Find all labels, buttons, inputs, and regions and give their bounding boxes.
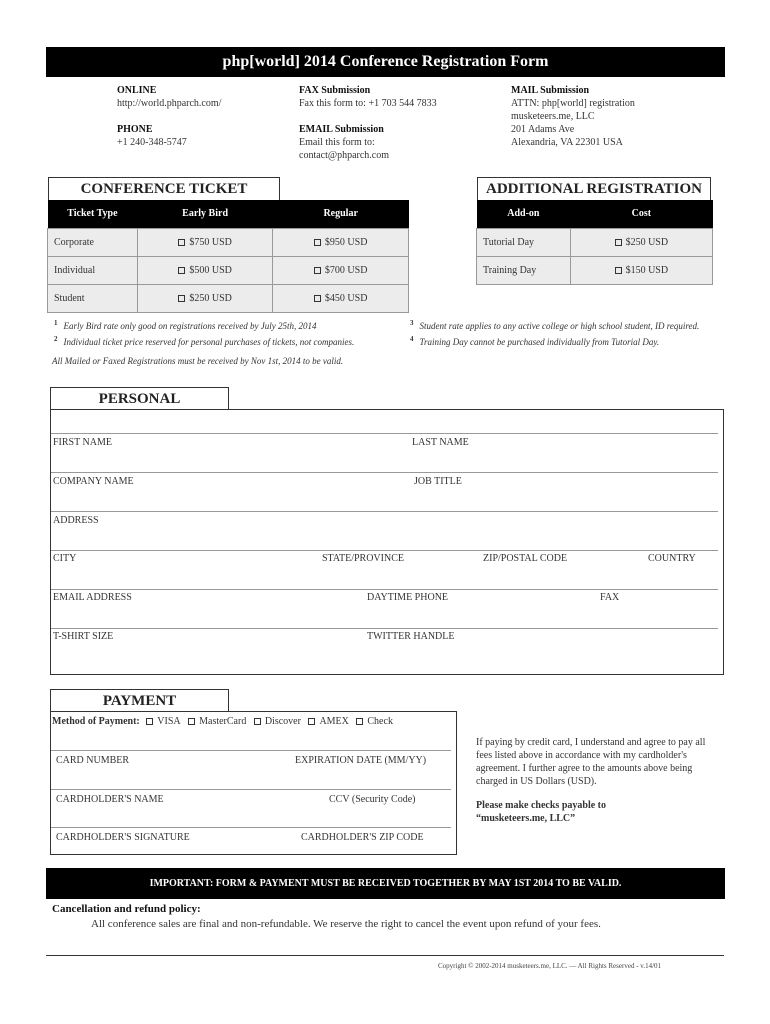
addon-option[interactable]	[570, 228, 712, 256]
form-title: php[world] 2014 Conference Registration Form	[46, 47, 725, 77]
conference-ticket-tab: CONFERENCE TICKET	[48, 177, 280, 200]
checkbox-icon[interactable]	[178, 295, 185, 302]
addon-name: Training Day	[477, 256, 571, 284]
ticket-table	[47, 200, 409, 313]
addon-header-name: Add-on	[477, 200, 571, 228]
phone-heading: PHONE	[117, 124, 153, 135]
mail-heading: MAIL Submission	[511, 85, 590, 96]
addon-header-row	[477, 200, 713, 228]
ticket-option[interactable]	[137, 228, 273, 256]
checkbox-icon[interactable]	[308, 718, 315, 725]
note-3: $^3$ Student rate applies to any active college or high school student, ID required.	[410, 319, 700, 331]
copyright-text: Copyright © 2002-2014 musketeers.me, LLC. — All Rights Reserved - v.14/01	[438, 962, 662, 970]
city-field[interactable]: CITY	[53, 553, 77, 564]
expiration-date-field[interactable]: EXPIRATION DATE (MM/YY)	[295, 755, 427, 766]
card-number-field[interactable]: CARD NUMBER	[56, 755, 130, 766]
contact-fax	[299, 84, 437, 110]
refund-policy-text: All conference sales are final and non-refundable. We reserve the right to cancel the event upon refund of your fees.	[91, 918, 601, 930]
mail-line-2: musketeers.me, LLC	[511, 111, 595, 122]
addon-header-cost: Cost	[570, 200, 712, 228]
contact-email	[299, 123, 389, 162]
tshirt-size-field[interactable]: T-SHIRT SIZE	[53, 631, 114, 642]
method-amex[interactable]: AMEX	[308, 716, 348, 727]
price: $750 USD	[189, 236, 232, 248]
email-address[interactable]: contact@phparch.com	[299, 150, 390, 161]
price: $700 USD	[324, 264, 368, 276]
email-field[interactable]: EMAIL ADDRESS	[53, 592, 132, 603]
ticket-header-type: Ticket Type	[48, 200, 138, 228]
ticket-option[interactable]	[137, 284, 273, 312]
checkbox-icon[interactable]	[178, 267, 185, 274]
company-name-field[interactable]: COMPANY NAME	[53, 476, 134, 487]
checkbox-icon[interactable]	[178, 239, 185, 246]
addon-notes	[410, 317, 730, 349]
method-discover[interactable]: Discover	[254, 716, 301, 727]
note-4: $^4$ Training Day cannot be purchased individually from Tutorial Day.	[410, 335, 660, 347]
mail-line-3: 201 Adams Ave	[511, 124, 575, 135]
contact-online	[117, 84, 221, 110]
table-row	[48, 256, 409, 284]
checkbox-icon[interactable]	[314, 295, 321, 302]
contact-phone	[117, 123, 187, 149]
refund-policy-heading: Cancellation and refund policy:	[52, 903, 201, 915]
note-1: $^1$ Early Bird rate only good on registrations received by July 25th, 2014	[54, 319, 317, 331]
cardholder-name-field[interactable]: CARDHOLDER'S NAME	[56, 794, 164, 805]
fax-heading: FAX Submission	[299, 85, 371, 96]
first-name-field[interactable]: FIRST NAME	[53, 437, 112, 448]
checkbox-icon[interactable]	[146, 718, 153, 725]
method-mastercard[interactable]: MasterCard	[188, 716, 246, 727]
job-title-field[interactable]: JOB TITLE	[414, 476, 462, 487]
checkbox-icon[interactable]	[188, 718, 195, 725]
ccv-field[interactable]: CCV (Security Code)	[329, 794, 416, 805]
cardholder-signature-field[interactable]: CARDHOLDER'S SIGNATURE	[56, 832, 190, 843]
price: $250 USD	[625, 236, 669, 248]
method-label: Method of Payment:	[52, 716, 140, 727]
ticket-option[interactable]	[273, 284, 409, 312]
checkbox-icon[interactable]	[254, 718, 261, 725]
cardholder-zip-field[interactable]: CARDHOLDER'S ZIP CODE	[301, 832, 424, 843]
table-row	[477, 228, 713, 256]
card-agreement-text: If paying by credit card, I understand and agree to pay all fees listed above in accordance with my cardholder's agreement. I further agree to the amounts above being charged in US Dollars (USD).	[476, 737, 706, 787]
mail-line-1: ATTN: php[world] registration	[511, 98, 635, 109]
ticket-option[interactable]	[273, 256, 409, 284]
checks-payable-text: Please make checks payable to “musketeers.me, LLC”	[476, 800, 606, 824]
checkbox-icon[interactable]	[314, 239, 321, 246]
checkbox-icon[interactable]	[356, 718, 363, 725]
payment-tab: PAYMENT	[50, 689, 229, 712]
personal-tab: PERSONAL	[50, 387, 229, 410]
address-field[interactable]: ADDRESS	[53, 515, 99, 526]
table-row	[48, 284, 409, 312]
price: $500 USD	[189, 264, 232, 276]
checkbox-icon[interactable]	[615, 267, 622, 274]
note-2: $^2$ Individual ticket price reserved for personal purchases of tickets, not companies.	[54, 335, 355, 347]
daytime-phone-field[interactable]: DAYTIME PHONE	[367, 592, 449, 603]
table-row	[477, 256, 713, 284]
additional-registration-tab: ADDITIONAL REGISTRATION	[477, 177, 711, 200]
deadline-note: All Mailed or Faxed Registrations must be received by Nov 1st, 2014 to be valid.	[52, 356, 344, 366]
payment-methods	[52, 715, 393, 728]
important-notice: IMPORTANT: FORM & PAYMENT MUST BE RECEIVED TOGETHER BY MAY 1ST 2014 TO BE VALID.	[46, 868, 725, 899]
price: $950 USD	[324, 236, 368, 248]
country-field[interactable]: COUNTRY	[648, 553, 696, 564]
ticket-notes	[54, 317, 414, 349]
state-field[interactable]: STATE/PROVINCE	[322, 553, 404, 564]
table-row	[48, 228, 409, 256]
method-check[interactable]: Check	[356, 716, 393, 727]
ticket-option[interactable]	[273, 228, 409, 256]
price: $150 USD	[625, 264, 669, 276]
checkbox-icon[interactable]	[615, 239, 622, 246]
online-url[interactable]: http://world.phparch.com/	[117, 98, 222, 109]
twitter-handle-field[interactable]: TWITTER HANDLE	[367, 631, 455, 642]
email-heading: EMAIL Submission	[299, 124, 384, 135]
ticket-header-regular: Regular	[273, 200, 409, 228]
footer-divider	[46, 955, 724, 956]
checkbox-icon[interactable]	[314, 267, 321, 274]
phone-number: +1 240-348-5747	[117, 137, 187, 148]
method-visa[interactable]: VISA	[146, 716, 180, 727]
mail-line-4: Alexandria, VA 22301 USA	[511, 137, 623, 148]
addon-option[interactable]	[570, 256, 712, 284]
email-line-1: Email this form to:	[299, 137, 375, 148]
fax-number: Fax this form to: +1 703 544 7833	[299, 98, 437, 109]
ticket-header-early: Early Bird	[137, 200, 273, 228]
addon-name: Tutorial Day	[477, 228, 571, 256]
contact-mail	[511, 84, 635, 149]
online-heading: ONLINE	[117, 85, 157, 96]
ticket-type: Corporate	[48, 228, 138, 256]
last-name-field[interactable]: LAST NAME	[412, 437, 469, 448]
ticket-option[interactable]	[137, 256, 273, 284]
price: $450 USD	[324, 292, 368, 304]
ticket-type: Individual	[48, 256, 138, 284]
zip-field[interactable]: ZIP/POSTAL CODE	[483, 553, 568, 564]
addon-table	[476, 200, 713, 285]
fax-field[interactable]: FAX	[600, 592, 620, 603]
ticket-header-row	[48, 200, 409, 228]
price: $250 USD	[189, 292, 232, 304]
ticket-type: Student	[48, 284, 138, 312]
